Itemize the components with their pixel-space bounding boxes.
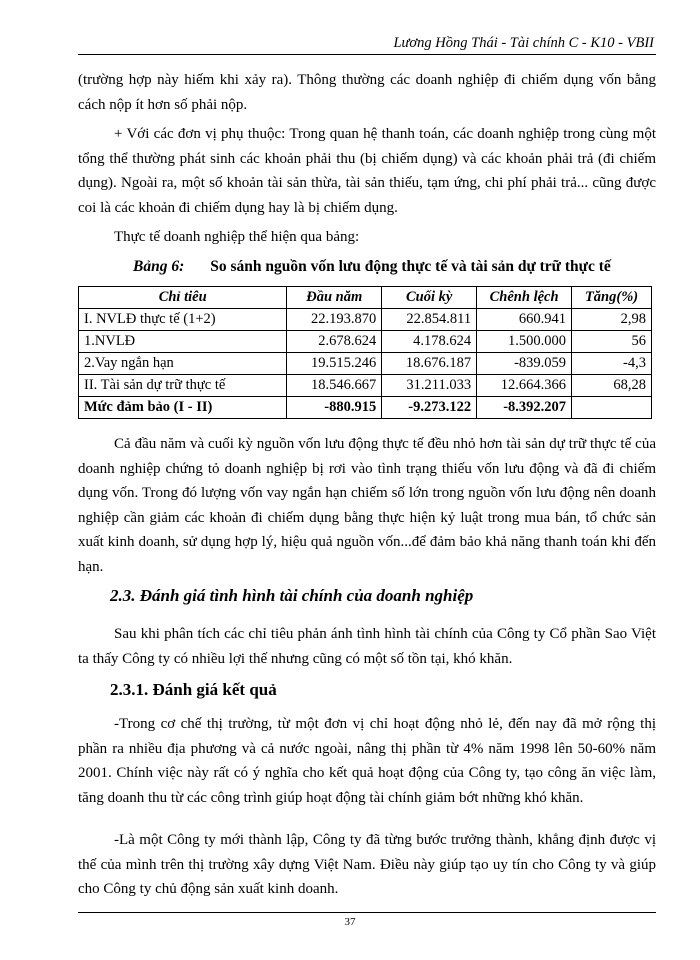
header-cell: Chênh lệch bbox=[477, 287, 572, 309]
header-cell: Chỉ tiêu bbox=[79, 287, 287, 309]
cell-value: -880.915 bbox=[287, 397, 382, 419]
comparison-table bbox=[78, 286, 652, 419]
cell-value: 660.941 bbox=[477, 309, 572, 331]
row-label: 2.Vay ngắn hạn bbox=[79, 353, 287, 375]
cell-value: 56 bbox=[572, 331, 652, 353]
page-header bbox=[78, 32, 656, 55]
row-label: II. Tài sản dự trữ thực tế bbox=[79, 375, 287, 397]
table-row bbox=[79, 375, 652, 397]
cell-value: 2,98 bbox=[572, 309, 652, 331]
paragraph-1: (trường hợp này hiếm khi xảy ra). Thông thường các doanh nghiệp đi chiếm dụng vốn bằng cách nộp ít hơn số phải nộp. bbox=[78, 72, 656, 113]
cell-value: 22.193.870 bbox=[287, 309, 382, 331]
table-caption-label: Bảng 6: bbox=[133, 258, 185, 275]
table-caption bbox=[133, 258, 611, 276]
paragraph-5: Sau khi phân tích các chỉ tiêu phản ánh tình hình tài chính của Công ty Cổ phần Sao Việt ta thấy Công ty có nhiều lợi thế nhưng cũng có một số tồn tại, khó khăn. bbox=[78, 626, 656, 667]
table-row-total bbox=[79, 397, 652, 419]
paragraph-4: Cả đầu năm và cuối kỳ nguồn vốn lưu động thực tế đều nhỏ hơn tài sản dự trữ thực tế của doanh nghiệp chứng tỏ doanh nghiệp bị rơi vào tình trạng thiếu vốn lưu động và đã đi chiếm dụng vốn. Trong đó lượng vốn vay ngắn hạn chiếm số lớn trong nguồn vốn lưu động nên doanh nghiệp cần giảm các khoản đi chiếm dụng bằng thực hiện kỷ luật trong mua bán, tổ chức sản xuất kinh doanh, sử dụng hợp lý, hiệu quả nguồn vốn...để đảm bảo khả năng thanh toán khi đến hạn. bbox=[78, 436, 656, 575]
paragraph-6: -Trong cơ chế thị trường, từ một đơn vị chỉ hoạt động nhỏ lẻ, đến nay đã mở rộng thị phần ra nhiều địa phương và cả nước ngoài, nâng thị phần từ 4% năm 1998 lên 50-60% năm 2001. Chính việc này rất có ý nghĩa cho kết quả hoạt động của Công ty, tạo công ăn việc làm, tăng doanh thu từ các công trình giúp hoạt động tài chính giảm bớt những khó khăn. bbox=[78, 716, 656, 806]
header-cell: Tăng(%) bbox=[572, 287, 652, 309]
paragraph-3: Thực tế doanh nghiệp thể hiện qua bảng: bbox=[114, 229, 360, 245]
paragraph-2: + Với các đơn vị phụ thuộc: Trong quan hệ thanh toán, các doanh nghiệp trong cùng một tổng thể thường phát sinh các khoản phải thu (bị chiếm dụng) và các khoản phải trả (đi chiếm dụng). Ngoài ra, một số khoản tài sản thừa, tài sản thiếu, tạm ứng, chi phí phải trả... cũng được coi là các khoản đi chiếm dụng hay là bị chiếm dụng. bbox=[78, 126, 656, 216]
cell-value bbox=[572, 397, 652, 419]
cell-value: 12.664.366 bbox=[477, 375, 572, 397]
cell-value: 31.211.033 bbox=[382, 375, 477, 397]
section-heading-2-3-1: 2.3.1. Đánh giá kết quả bbox=[110, 680, 277, 699]
row-label: 1.NVLĐ bbox=[79, 331, 287, 353]
cell-value: 1.500.000 bbox=[477, 331, 572, 353]
cell-value: -839.059 bbox=[477, 353, 572, 375]
table-row bbox=[79, 331, 652, 353]
footer-divider bbox=[78, 912, 656, 913]
paragraph-7: -Là một Công ty mới thành lập, Công ty đã từng bước trưởng thành, khẳng định được vị thế của mình trên thị trường xây dựng Việt Nam. Điều này giúp tạo uy tín cho Công ty và giúp cho Công ty chủ động sản xuất kinh doanh. bbox=[78, 832, 656, 897]
table-row bbox=[79, 353, 652, 375]
header-cell: Đầu năm bbox=[287, 287, 382, 309]
section-heading-2-3: 2.3. Đánh giá tình hình tài chính của doanh nghiệp bbox=[110, 586, 474, 605]
row-label: Mức đảm bảo (I - II) bbox=[79, 397, 287, 419]
cell-value: 4.178.624 bbox=[382, 331, 477, 353]
table-caption-title: So sánh nguồn vốn lưu động thực tế và tài sản dự trữ thực tế bbox=[210, 258, 611, 275]
cell-value: -4,3 bbox=[572, 353, 652, 375]
cell-value: 18.676.187 bbox=[382, 353, 477, 375]
cell-value: 2.678.624 bbox=[287, 331, 382, 353]
table-header-row bbox=[79, 287, 652, 309]
cell-value: 19.515.246 bbox=[287, 353, 382, 375]
header-cell: Cuối kỳ bbox=[382, 287, 477, 309]
page-number: 37 bbox=[344, 916, 356, 928]
cell-value: 22.854.811 bbox=[382, 309, 477, 331]
cell-value: -8.392.207 bbox=[477, 397, 572, 419]
header-text: Lương Hồng Thái - Tài chính C - K10 - VBII bbox=[393, 35, 654, 51]
table-row bbox=[79, 309, 652, 331]
cell-value: 68,28 bbox=[572, 375, 652, 397]
row-label: I. NVLĐ thực tế (1+2) bbox=[79, 309, 287, 331]
cell-value: -9.273.122 bbox=[382, 397, 477, 419]
cell-value: 18.546.667 bbox=[287, 375, 382, 397]
